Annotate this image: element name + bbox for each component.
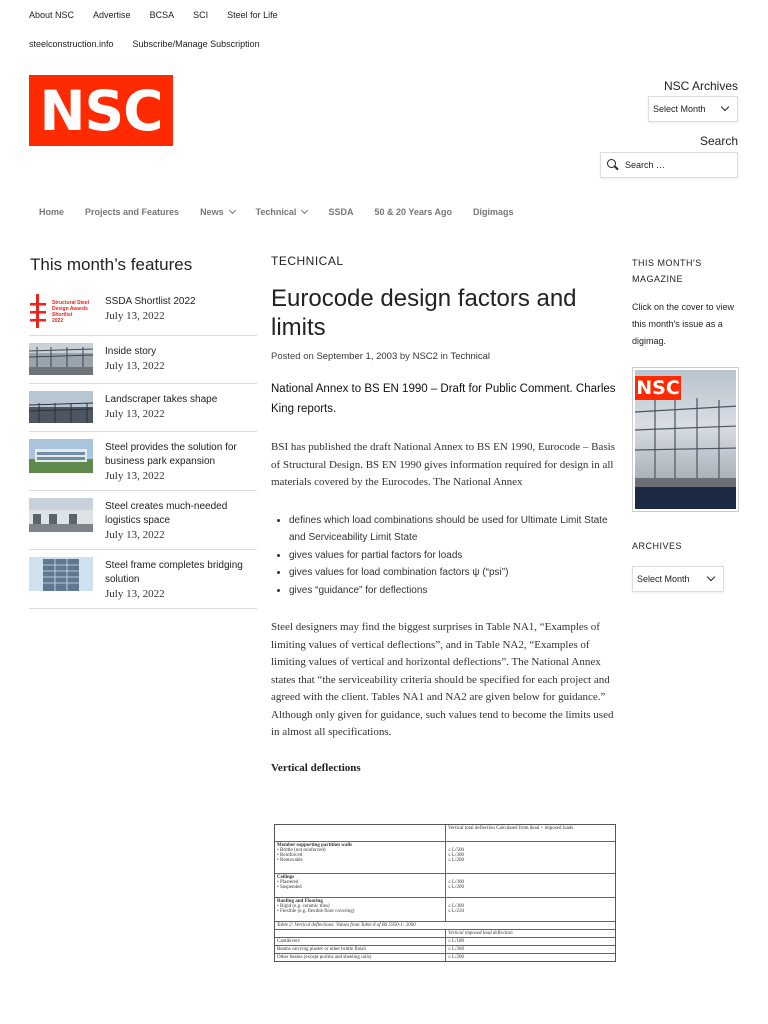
search-input[interactable] [600,152,738,178]
top-link-about[interactable]: About NSC [29,10,75,20]
top-link-steel-for-life[interactable]: Steel for Life [227,10,278,20]
feature-title[interactable]: Steel provides the solution for business park expansion [105,442,237,467]
nav-item-ssda[interactable] [328,207,353,217]
table-cell: Other beams (except purlins and sheeting rails) [275,954,446,961]
nav-label: 50 & 20 Years Ago [374,207,452,217]
chevron-down-icon [705,572,719,586]
list-item[interactable] [29,336,257,384]
logo-text: NSC [39,78,163,143]
nav-item-technical[interactable] [256,207,308,217]
meta-author-link[interactable]: NSC2 [412,351,438,362]
nav-item-digimags[interactable] [473,207,514,217]
table-cell: ≤ L/180 [448,939,464,944]
top-link-subscribe[interactable]: Subscribe/Manage Subscription [132,39,260,49]
deflection-table-image [274,824,616,962]
archives-select-value: Select Month [637,574,690,584]
main-navigation [39,207,535,217]
table-row [275,842,615,874]
search-placeholder: Search … [625,160,666,170]
top-link-sci[interactable]: SCI [193,10,209,20]
list-item[interactable] [29,384,257,432]
features-list [29,290,257,609]
meta-date-link[interactable]: September 1, 2003 [316,351,398,362]
article-title: Eurocode design factors and limits [271,285,577,341]
table-row [275,954,615,961]
nav-item-years-ago[interactable] [374,207,452,217]
magazine-description: Click on the cover to view this month's issue as a digimag. [632,302,735,346]
article-category[interactable]: TECHNICAL [271,254,344,268]
archives-widget [632,538,742,554]
chevron-down-icon [301,207,308,214]
table-row [275,946,615,954]
feature-title[interactable]: Steel creates much-needed logistics space [105,501,228,526]
article-meta [271,351,618,362]
table-cell-value: ≤ L/200 [448,858,464,863]
article-lead: National Annex to BS EN 1990 – Draft for Public Comment. Charles King reports. [271,383,616,415]
article-bullet-list [289,512,618,600]
table-cell-label: Ceilings [277,875,295,880]
chevron-down-icon [719,102,733,116]
search-icon[interactable] [607,159,619,171]
table-cell-label: • Plastered [277,880,299,885]
feature-date: July 13, 2022 [105,529,165,541]
table-cell-label: • Brittle (not reinforced) [277,848,326,853]
chevron-down-icon [229,207,236,214]
feature-title[interactable]: Inside story [105,346,157,357]
nav-label: Home [39,207,65,217]
archives-month-select[interactable] [648,96,738,122]
ssda-thumb-line2: Design Awards [52,306,88,312]
top-links-row2 [29,39,279,49]
table-row [275,930,615,938]
list-item[interactable] [29,290,257,336]
features-sidebar-title: This month’s features [30,255,193,274]
steel-frame-interior-thumbnail[interactable] [29,343,93,383]
table-cell-value: ≤ L/300 [448,880,464,885]
nav-item-home[interactable] [39,207,64,217]
table-row [275,898,615,922]
feature-date: July 13, 2022 [105,588,165,600]
top-links-row1 [29,10,297,20]
feature-date: July 13, 2022 [105,310,165,322]
nav-item-news[interactable] [200,207,235,217]
list-item[interactable] [29,432,257,491]
feature-title[interactable]: SSDA Shortlist 2022 [105,296,196,307]
nav-item-projects[interactable] [85,207,179,217]
feature-date: July 13, 2022 [105,360,165,372]
table-cell-value: ≤ L/250 [448,909,464,914]
magazine-heading-line1: THIS MONTH'S [632,258,702,268]
site-logo[interactable] [29,75,173,146]
archives-widget-title: NSC Archives [663,79,738,93]
article [271,254,618,774]
magazine-cover[interactable] [632,367,739,512]
table-cell-label: Member supporting partition walls [277,843,353,848]
table-cell: Vertical total deflection Calculated from dead + imposed loads [448,826,574,831]
table-caption: Table 2: Vertical deflections: Values from Table 8 of BS 5950-1: 2000 [275,922,615,930]
meta-by: by [399,351,410,362]
table-cell [275,825,446,841]
table-cell [446,874,615,897]
feature-date: July 13, 2022 [105,470,165,482]
list-item: • gives values for partial factors for loads [289,547,618,565]
list-item: • gives values for load combination factors ψ (“psi”) [289,564,618,582]
ssda-thumb-line3: Shortlist [52,312,73,318]
table-cell-label: • Suspended [277,885,302,890]
list-item[interactable] [29,550,257,609]
table-cell: Vertical imposed load deflection [448,931,513,936]
ssda-thumb-line4: 2022 [52,318,64,324]
nav-label: SSDA [328,207,354,217]
table-cell-label: • Removable [277,858,303,863]
table-cell [446,898,615,921]
table-cell-value: ≤ L/300 [448,853,464,858]
ssda-thumb-line1: Structural Steel [52,300,89,306]
feature-title[interactable]: Landscraper takes shape [105,394,218,405]
table-cell-label: • Reinforced [277,853,303,858]
article-subheading: Vertical deflections [271,761,361,774]
nav-label: Digimags [473,207,514,217]
cover-strip [635,487,736,509]
table-cell: Beams carrying plaster or other brittle finish [275,946,446,953]
table-cell-value: ≤ L/200 [448,885,464,890]
table-cell [275,874,446,897]
archives-select[interactable] [632,566,724,592]
meta-category-link[interactable]: Technical [450,351,491,362]
table-cell [275,930,446,937]
table-cell [446,842,615,873]
nav-label: Projects and Features [85,207,180,217]
nav-label: Technical [255,207,297,217]
list-item: • gives “guidance” for deflections [289,582,618,600]
cover-image [635,370,736,509]
table-cell: ≤ L/200 [448,955,464,960]
table-cell [275,842,446,873]
search-widget-title: Search [699,134,738,148]
feature-date: July 13, 2022 [105,408,165,420]
business-park-thumbnail[interactable] [29,439,93,490]
meta-prefix: Posted on [271,351,314,362]
meta-in: in [440,351,448,362]
table-cell-value: ≤ L/300 [448,904,464,909]
article-paragraph-1: BSI has published the draft National Annex to BS EN 1990, Eurocode – Basis of Structural Design. BS EN 1990 gives information required for design in all materials covered by the Eurocodes. The National Annex [271,441,616,488]
magazine-widget [632,255,742,350]
top-link-advertise[interactable]: Advertise [93,10,131,20]
building-frame-thumbnail[interactable] [29,391,93,431]
archives-heading: ARCHIVES [632,541,683,551]
archives-select-value: Select Month [653,104,706,114]
cover-logo: NSC [636,377,680,399]
table-row [275,938,615,946]
magazine-heading-line2: MAGAZINE [632,274,684,284]
table-cell: ≤ L/360 [448,947,464,952]
table-cell-label: Roofing and Flooring [277,899,323,904]
table-cell: Cantilevers [275,938,446,945]
table-cell-label: • Rigid (e.g. ceramic tiles) [277,904,330,909]
list-item[interactable] [29,491,257,550]
table-row [275,874,615,898]
feature-title[interactable]: Steel frame completes bridging solution [105,560,243,585]
top-link-bcsa[interactable]: BCSA [149,10,175,20]
table-cell-label: • Flexible (e.g. flexible floor covering) [277,909,355,914]
tower-frame-thumbnail[interactable] [29,557,93,608]
logistics-building-thumbnail[interactable] [29,498,93,549]
table-cell [275,898,446,921]
ssda-logo-thumbnail[interactable] [29,293,93,335]
list-item: • defines which load combinations should be used for Ultimate Limit State and Serviceability Limit State [289,512,618,547]
top-link-steelconstruction[interactable]: steelconstruction.info [29,39,114,49]
article-paragraph-2: Steel designers may find the biggest surprises in Table NA1, “Examples of limiting values of vertical deflections”, and in Table NA2, “Examples of limiting values of vertical and horizontal deflections”. The National Annex states that “the serviceability criteria should be specified for each project and agreed with the client. Tables NA1 and NA2 are given below for guidance.” Although only given for guidance, such values tend to become the limits used in almost all specifications. [271,621,614,738]
nav-label: News [200,207,224,217]
table-row [275,825,615,842]
table-cell-value: ≤ L/500 [448,848,464,853]
